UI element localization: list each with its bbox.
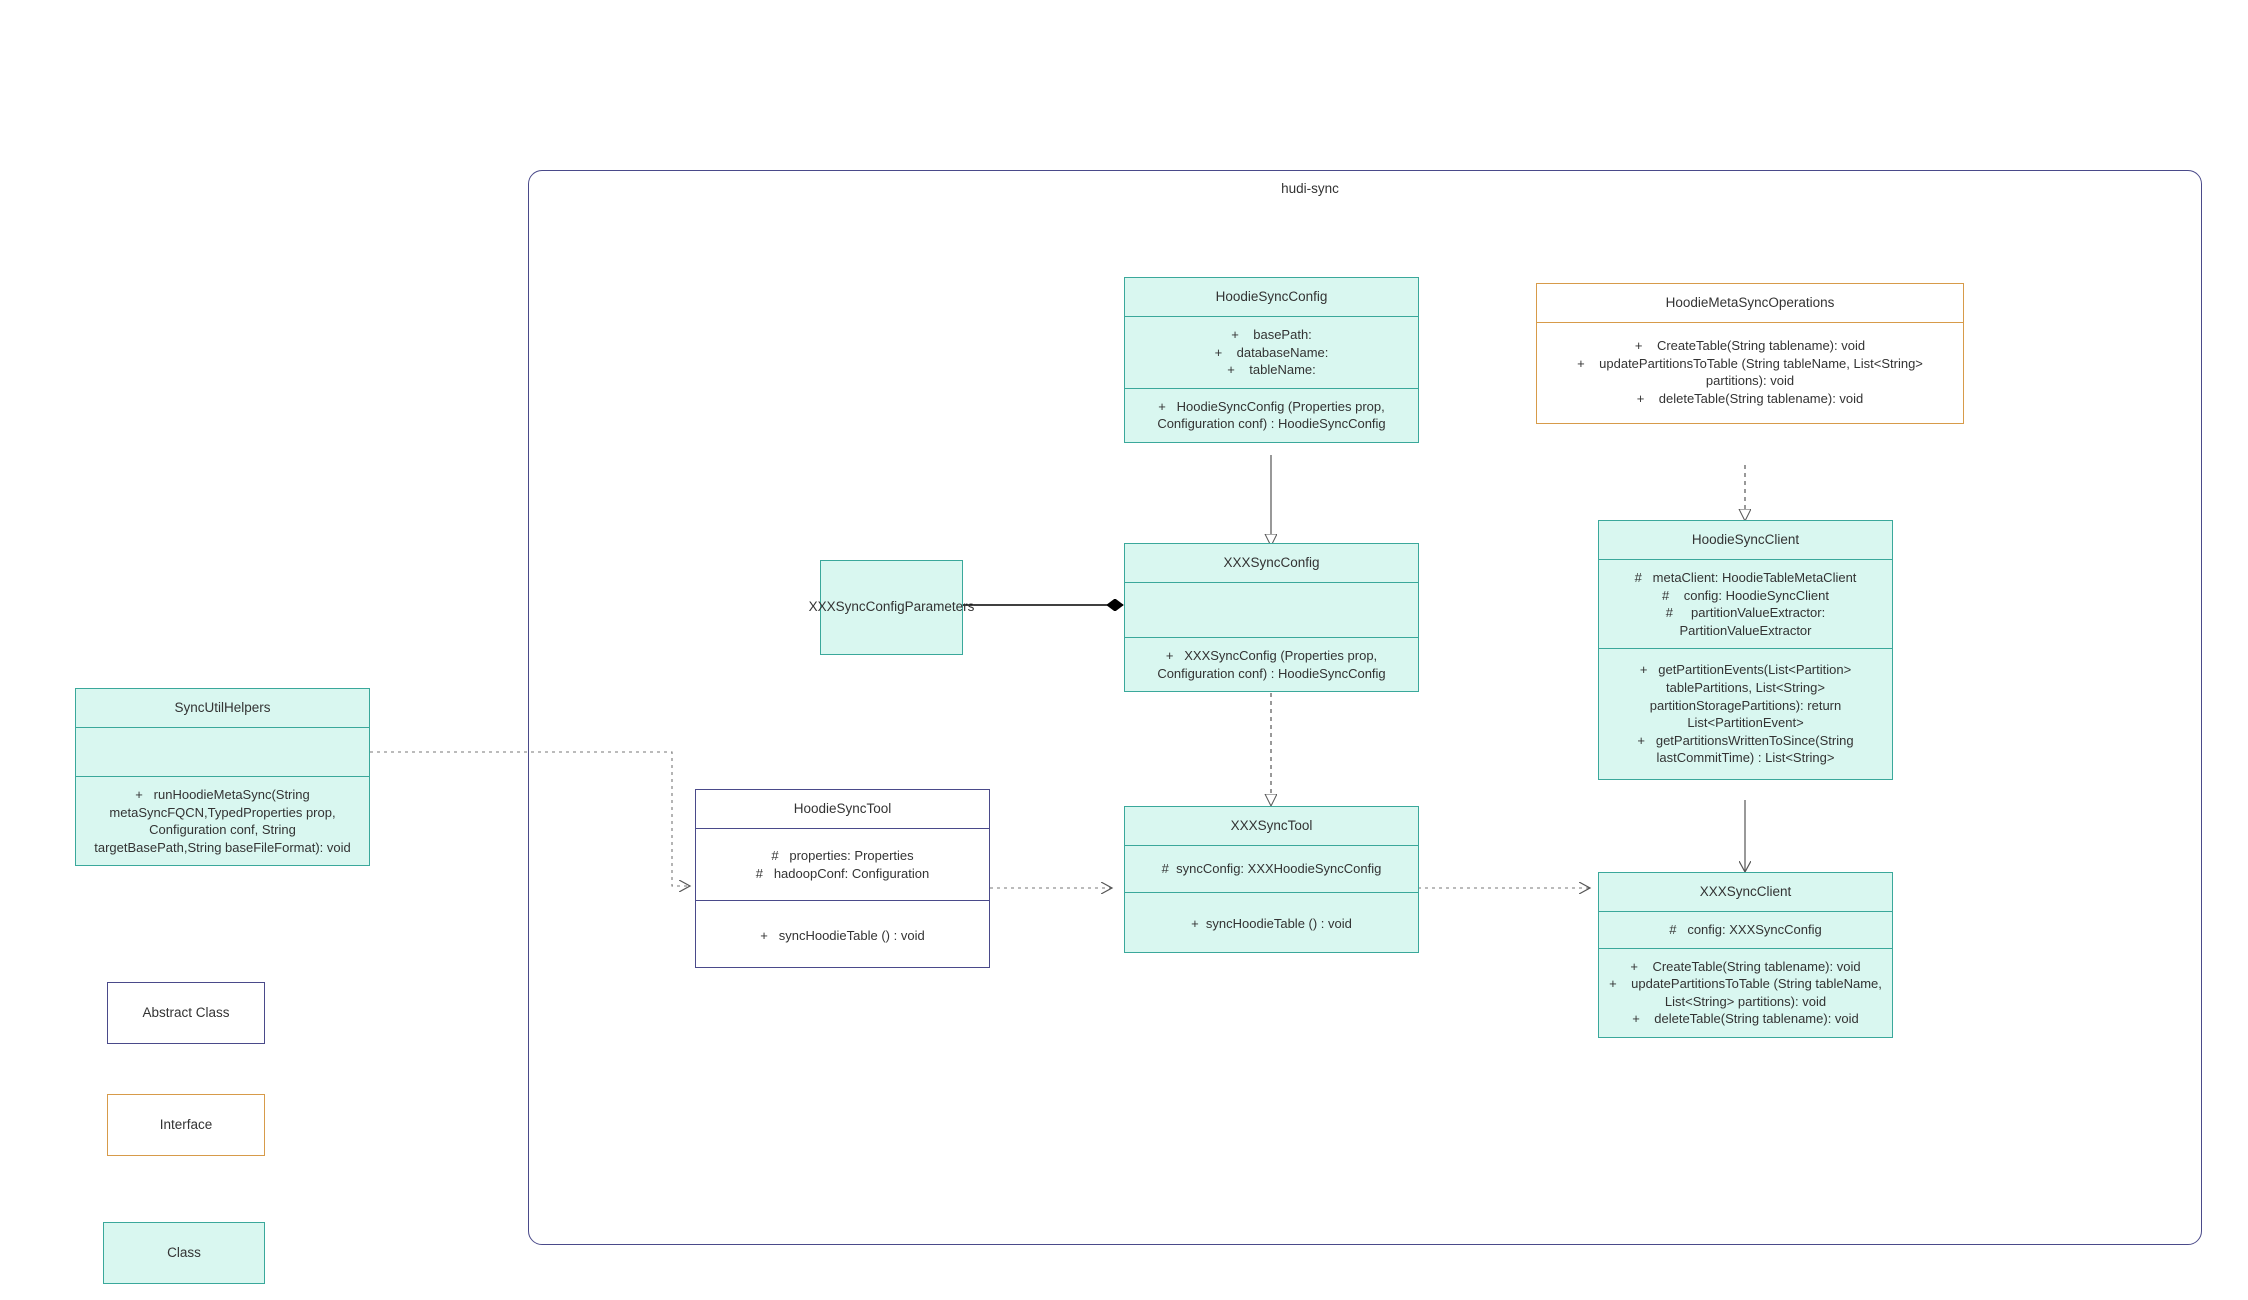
node-title: XXXSyncTool: [1230, 818, 1313, 833]
node-attributes: [76, 728, 369, 776]
node-attributes: [1125, 846, 1418, 892]
interface-node-hoodie-meta-sync-operations[interactable]: [1536, 283, 1964, 424]
abstract-node-hoodie-sync-tool[interactable]: [695, 789, 990, 968]
node-methods: [1125, 389, 1418, 442]
node-title: HoodieSyncConfig: [1215, 289, 1328, 304]
method-row: + updatePartitionsToTable (String tableName, List<String> partitions): void: [1577, 355, 1927, 389]
method-row: + updatePartitionsToTable (String tableName, List<String> partitions): void: [1609, 976, 1886, 1009]
attribute-row: + basePath:: [1231, 327, 1312, 343]
attribute-row: # metaClient: HoodieTableMetaClient: [1634, 570, 1857, 586]
legend-label: Abstract Class: [142, 1004, 230, 1020]
node-title: HoodieMetaSyncOperations: [1665, 295, 1835, 310]
method-row: + deleteTable(String tablename): void: [1632, 1011, 1859, 1027]
node-title: XXXSyncConfig: [1223, 555, 1320, 570]
node-methods: [1599, 949, 1892, 1037]
node-attributes: [1599, 912, 1892, 948]
legend-class: [103, 1222, 265, 1284]
node-attributes: [1599, 560, 1892, 648]
method-row: + getPartitionsWrittenToSince(String lastCommitTime) : List<String>: [1637, 732, 1858, 766]
node-title: HoodieSyncClient: [1691, 532, 1800, 547]
method-row: + XXXSyncConfig (Properties prop, Configuration conf) : HoodieSyncConfig: [1157, 648, 1386, 681]
method-row: + CreateTable(String tablename): void: [1630, 958, 1861, 974]
node-methods: [1125, 893, 1418, 953]
attribute-row: # config: HoodieSyncClient: [1662, 587, 1829, 603]
attribute-row: # properties: Properties: [771, 848, 914, 864]
node-title: XXXSyncClient: [1699, 884, 1792, 899]
attribute-row: # partitionValueExtractor: PartitionValueExtractor: [1665, 605, 1829, 638]
class-node-xxx-sync-tool[interactable]: [1124, 806, 1419, 953]
node-attributes: [1125, 317, 1418, 388]
legend-abstract-class: [107, 982, 265, 1044]
attribute-row: + tableName:: [1227, 362, 1316, 378]
method-row: + syncHoodieTable () : void: [1191, 915, 1352, 931]
node-attributes: [1125, 583, 1418, 637]
method-row: + runHoodieMetaSync(String metaSyncFQCN,TypedProperties prop, Configuration conf, String targetBasePath,String baseFileFormat): void: [94, 787, 351, 855]
node-methods: [1125, 638, 1418, 691]
method-row: + getPartitionEvents(List<Partition> tablePartitions, List<String> partitionStoragePartitions): return List<PartitionEvent>: [1639, 662, 1855, 731]
class-node-sync-util-helpers[interactable]: [75, 688, 370, 866]
class-node-xxx-sync-client[interactable]: [1598, 872, 1893, 1038]
attribute-row: # syncConfig: XXXHoodieSyncConfig: [1161, 861, 1382, 877]
legend-label: Class: [167, 1244, 201, 1260]
group-hudi-sync-title: hudi-sync: [1281, 181, 1339, 196]
node-title: HoodieSyncTool: [793, 801, 892, 816]
node-methods: [1599, 649, 1892, 778]
method-row: + syncHoodieTable () : void: [760, 928, 925, 944]
class-node-hoodie-sync-config[interactable]: [1124, 277, 1419, 443]
node-methods: [1537, 323, 1963, 423]
legend-label: Interface: [159, 1116, 213, 1132]
method-row: + deleteTable(String tablename): void: [1636, 390, 1864, 406]
method-row: + CreateTable(String tablename): void: [1634, 338, 1866, 354]
method-row: + HoodieSyncConfig (Properties prop, Configuration conf) : HoodieSyncConfig: [1157, 398, 1389, 432]
class-node-xxx-sync-config[interactable]: [1124, 543, 1419, 692]
node-title: SyncUtilHelpers: [174, 700, 271, 715]
attribute-row: # hadoopConf: Configuration: [755, 865, 930, 881]
attribute-row: # config: XXXSyncConfig: [1669, 922, 1822, 938]
attribute-row: + databaseName:: [1214, 344, 1329, 360]
node-methods: [696, 901, 989, 967]
node-title: XXXSyncConfigParameters: [808, 599, 975, 615]
class-node-xxx-sync-config-parameters[interactable]: [808, 560, 975, 655]
legend-interface: [107, 1094, 265, 1156]
class-node-hoodie-sync-client[interactable]: [1598, 520, 1893, 780]
node-methods: [76, 777, 369, 865]
node-attributes: [696, 829, 989, 900]
